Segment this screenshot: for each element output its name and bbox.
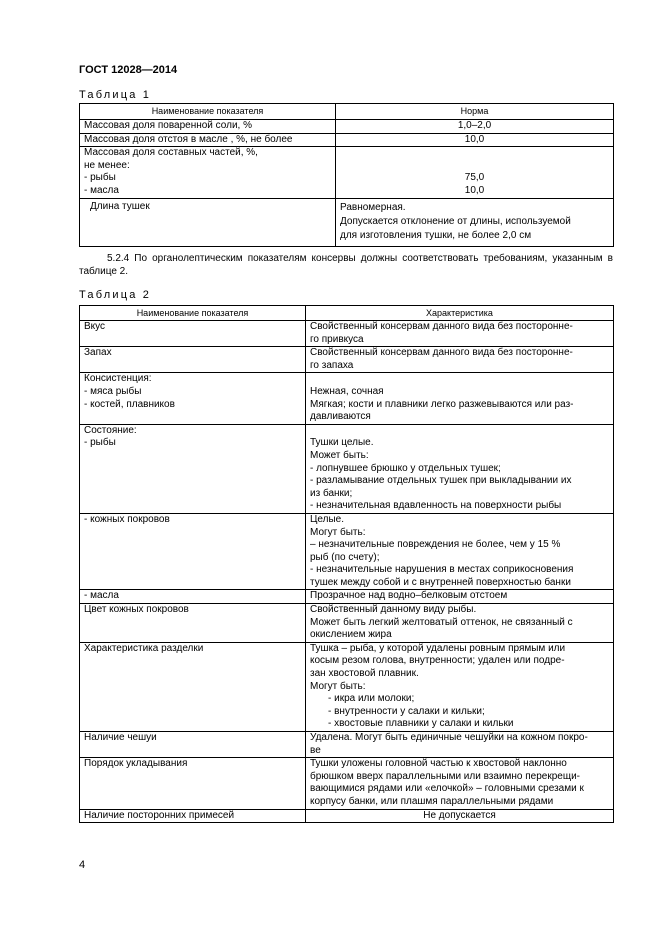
line: - рыбы bbox=[84, 172, 116, 184]
row-name: - кожных покровов bbox=[80, 513, 306, 590]
row-desc: Тушка – рыба, у которой удалены ровным прямым или косым резом голова, внутренности; удален или подре- зан хвостовой плавник. Могут быть: - икра или молоки; - внутренности у салаки и кильки; - хвостовые плавники у салаки и кильки bbox=[306, 642, 614, 731]
row-desc: Свойственный консервам данного вида без посторонне- го привкуса bbox=[306, 321, 614, 347]
page-number: 4 bbox=[79, 859, 86, 871]
table-row bbox=[80, 604, 614, 643]
row-name: Порядок укладывания bbox=[80, 758, 306, 809]
row-name: - масла bbox=[80, 590, 306, 604]
row-desc: Свойственный данному виду рыбы. Может быть легкий желтоватый оттенок, не связанный с окислением жира bbox=[306, 604, 614, 643]
row-norm: 10,0 bbox=[336, 133, 614, 147]
row-desc: Удалена. Могут быть единичные чешуйки на кожном покро- ве bbox=[306, 732, 614, 758]
row-name: Консистенция: - мяса рыбы - костей, плавников bbox=[80, 373, 306, 424]
paragraph-5-2-4: 5.2.4 По органолептическим показателям консервы должны соответствовать требованиям, указанным в таблице 2. bbox=[79, 253, 613, 277]
row-name: Длина тушек bbox=[80, 198, 336, 246]
row-desc: Свойственный консервам данного вида без посторонне- го запаха bbox=[306, 347, 614, 373]
row-desc: Нежная, сочная Мягкая; кости и плавники легко разжевываются или раз- давливаются bbox=[306, 373, 614, 424]
row-desc: Целые. Могут быть: – незначительные повреждения не более, чем у 15 % рыб (по счету); - незначительные нарушения в местах соприкосновения тушек между собой и с внутренней поверхностью банки bbox=[306, 513, 614, 590]
line: для изготовления тушки, не более 2,0 см bbox=[340, 229, 532, 241]
line: не менее: bbox=[84, 159, 130, 171]
table-row bbox=[80, 809, 614, 823]
table1-caption: Таблица 1 bbox=[79, 89, 152, 101]
line: - масла bbox=[84, 184, 119, 196]
table2-caption: Таблица 2 bbox=[79, 289, 152, 301]
line: Равномерная. bbox=[340, 201, 406, 213]
row-name bbox=[80, 147, 336, 198]
table1-header-name: Наименование показателя bbox=[80, 104, 336, 120]
row-name: Цвет кожных покровов bbox=[80, 604, 306, 643]
line: Допускается отклонение от длины, используемой bbox=[340, 215, 571, 227]
row-name: Массовая доля поваренной соли, % bbox=[80, 120, 336, 134]
row-name: Характеристика разделки bbox=[80, 642, 306, 731]
table-row bbox=[80, 642, 614, 731]
table-2 bbox=[79, 305, 614, 823]
row-name: Вкус bbox=[80, 321, 306, 347]
line: Массовая доля составных частей, %, bbox=[84, 147, 258, 159]
table-1 bbox=[79, 103, 614, 247]
row-name: Массовая доля отстоя в масле , %, не более bbox=[80, 133, 336, 147]
table1-header-norm: Норма bbox=[336, 104, 614, 120]
row-desc: Не допускается bbox=[306, 809, 614, 823]
row-desc: Тушки целые. Может быть: - лопнувшее брюшко у отдельных тушек; - разламывание отдельных тушек при выкладывании их из банки; - незначительная вдавленность на поверхности рыбы bbox=[306, 424, 614, 513]
table-row bbox=[80, 321, 614, 347]
table-row bbox=[80, 120, 614, 134]
row-desc: Прозрачное над водно–белковым отстоем bbox=[306, 590, 614, 604]
row-norm bbox=[336, 198, 614, 246]
table-row bbox=[80, 424, 614, 513]
row-name: Запах bbox=[80, 347, 306, 373]
table-row bbox=[80, 133, 614, 147]
row-desc: Тушки уложены головной частью к хвостовой наклонно брюшком вверх параллельными или взаимно перекрещи- вающимися рядами или «елочкой» – головными срезами к корпусу банки, или плашмя параллельными рядами bbox=[306, 758, 614, 809]
row-name: Наличие чешуи bbox=[80, 732, 306, 758]
row-norm: 1,0–2,0 bbox=[336, 120, 614, 134]
table-row bbox=[80, 373, 614, 424]
row-name: Наличие посторонних примесей bbox=[80, 809, 306, 823]
table-row bbox=[80, 758, 614, 809]
line: 75,0 bbox=[464, 172, 485, 184]
row-norm bbox=[336, 147, 614, 198]
table-row bbox=[80, 732, 614, 758]
line: 10,0 bbox=[464, 184, 485, 196]
document-header: ГОСТ 12028—2014 bbox=[79, 64, 178, 76]
table-row bbox=[80, 590, 614, 604]
row-name: Состояние: - рыбы bbox=[80, 424, 306, 513]
table2-header-name: Наименование показателя bbox=[80, 306, 306, 321]
table-row bbox=[80, 347, 614, 373]
table-row bbox=[80, 198, 614, 246]
table-row bbox=[80, 147, 614, 198]
table2-header-desc: Характеристика bbox=[306, 306, 614, 321]
table-row bbox=[80, 513, 614, 590]
